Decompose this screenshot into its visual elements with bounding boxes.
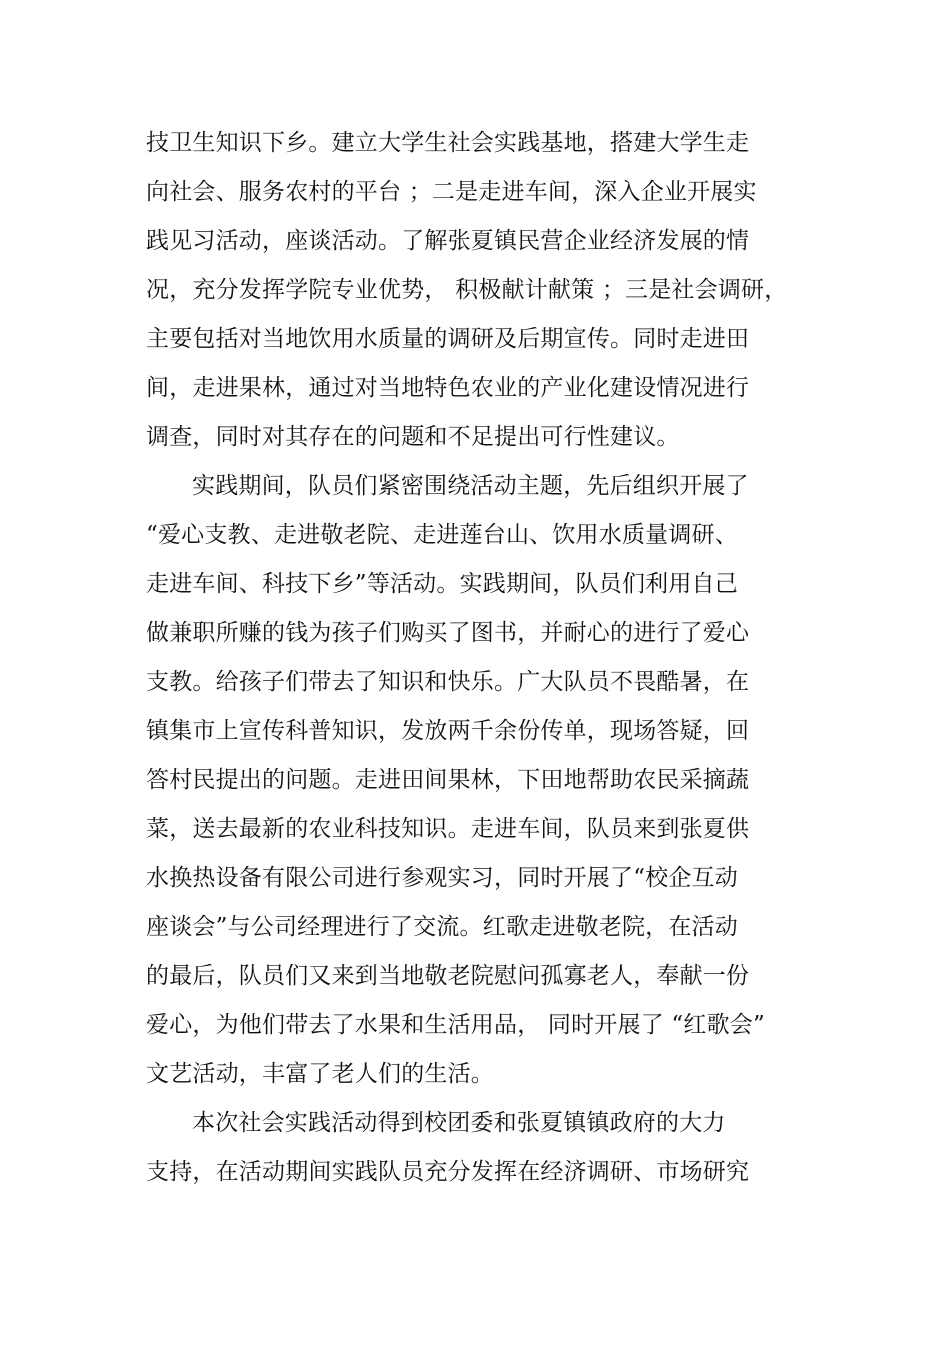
text-line: 向社会、服务农村的平台 ；二是走进车间，深入企业开展实 xyxy=(146,179,757,205)
text-line: 座谈会”与公司经理进行了交流。红歌走进敬老院，在活动 xyxy=(146,914,738,940)
text-line: 践见习活动，座谈活动。了解张夏镇民营企业经济发展的情 xyxy=(146,228,750,254)
text-line: 的最后，队员们又来到当地敬老院慰问孤寡老人，奉献一份 xyxy=(146,963,750,989)
text-line: 爱心，为他们带去了水果和生活用品， 同时开展了 “红歌会” xyxy=(146,1012,765,1038)
text-line: 菜，送去最新的农业科技知识。走进车间，队员来到张夏供 xyxy=(146,816,750,842)
paragraph-start-line: 本次社会实践活动得到校团委和张夏镇镇政府的大力 xyxy=(192,1110,726,1136)
text-line: 支持，在活动期间实践队员充分发挥在经济调研、市场研究 xyxy=(146,1159,750,1185)
text-line: 答村民提出的问题。走进田间果林，下田地帮助农民采摘蔬 xyxy=(146,767,750,793)
text-line: 做兼职所赚的钱为孩子们购买了图书，并耐心的进行了爱心 xyxy=(146,620,750,646)
text-line: 文艺活动，丰富了老人们的生活。 xyxy=(146,1061,494,1087)
text-line: 技卫生知识下乡。建立大学生社会实践基地，搭建大学生走 xyxy=(146,130,750,156)
text-line: 镇集市上宣传科普知识，发放两千余份传单，现场答疑，回 xyxy=(146,718,750,744)
text-line: 走进车间、科技下乡”等活动。实践期间，队员们利用自己 xyxy=(146,571,738,597)
text-line: 况，充分发挥学院专业优势， 积极献计献策 ；三是社会调研， xyxy=(146,277,788,303)
body-text xyxy=(146,122,836,1200)
text-line: 调查，同时对其存在的问题和不足提出可行性建议。 xyxy=(146,424,680,450)
paragraph-start-line: 实践期间，队员们紧密围绕活动主题，先后组织开展了 xyxy=(192,473,749,499)
text-line: 主要包括对当地饮用水质量的调研及后期宣传。同时走进田 xyxy=(146,326,750,352)
text-line: 水换热设备有限公司进行参观实习，同时开展了“校企互动 xyxy=(146,865,738,891)
text-line: 间，走进果林，通过对当地特色农业的产业化建设情况进行 xyxy=(146,375,750,401)
text-line: 支教。给孩子们带去了知识和快乐。广大队员不畏酷暑，在 xyxy=(146,669,750,695)
text-line: “爱心支教、走进敬老院、走进莲台山、饮用水质量调研、 xyxy=(146,522,738,548)
